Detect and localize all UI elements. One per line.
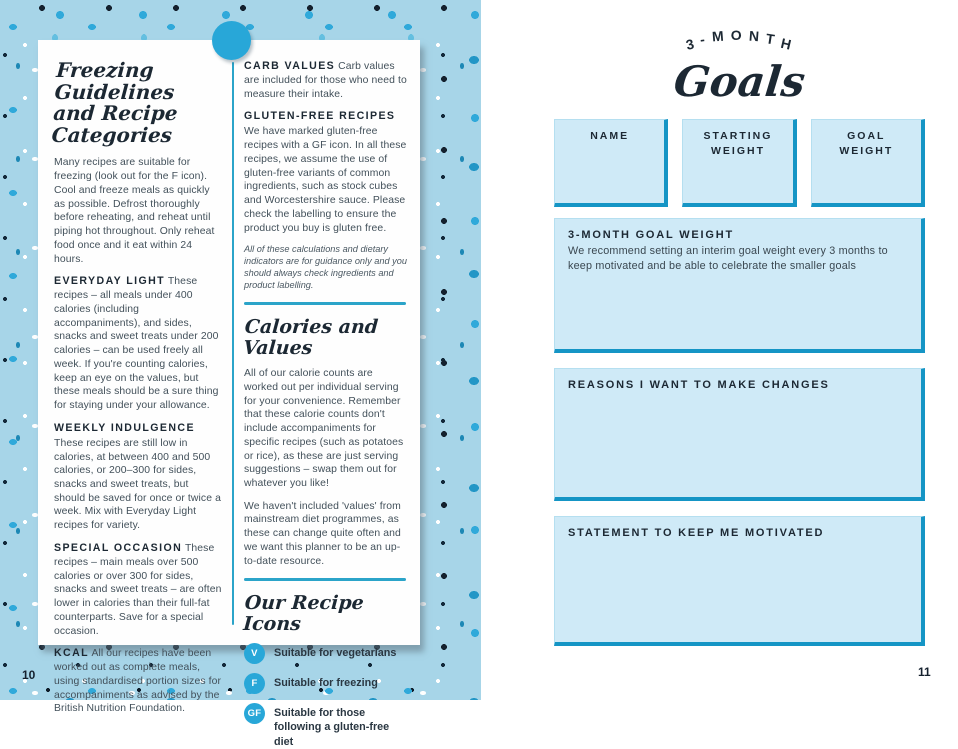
title-line-2: and Recipe Categories [50,101,179,147]
teal-divider-line-2 [244,578,406,581]
blue-dot-decoration [212,21,251,60]
section-gluten-free [244,110,408,235]
calories-paragraph-2: We haven't included 'values' from mainstream diet programmes, as these can change quite often and we want this planner to be an up-to-date resource. [244,500,401,567]
vegetarian-badge-icon: V [244,643,265,664]
reasons-box-label: REASONS I WANT TO MAKE CHANGES [568,379,830,391]
gluten-free-icon-label: Suitable for those following a gluten-free diet [274,707,390,748]
right-page [481,0,958,700]
weekly-indulgence-label: WEEKLY INDULGENCE [54,421,195,434]
vegetarian-icon-label: Suitable for vegetarians [274,647,397,660]
statement-box-label: STATEMENT TO KEEP ME MOTIVATED [568,527,825,539]
name-field-box [554,119,668,207]
teal-divider-line [244,302,406,305]
kcal-label: KCAL [54,647,90,660]
three-month-goal-weight-box [554,218,925,353]
goal-weight-field-box [811,119,925,207]
card-column-right [242,60,408,748]
special-occasion-text: These recipes – main meals over 500 calories or over 300 for sides, snacks and sweet treats – are often lower in calories than their full-fat counterparts. Save for a special occasion. [54,542,222,637]
gluten-free-text: We have marked gluten-free recipes with a GF icon. In all these recipes, we assume the use of gluten-free variants of common ingredients, such as stock cubes and Worcestershire sauce. Please check the labelling to ensure the product you buy is gluten free. [244,126,407,234]
our-recipe-icons-title: Our Recipe Icons [242,592,365,635]
weight-fields-row [554,119,925,207]
card-column-left [50,58,222,715]
section-everyday-light [54,275,222,413]
goal-weight-box-label: 3-MONTH GOAL WEIGHT [568,229,734,241]
recipe-icon-row-vegetarian [244,643,408,664]
statement-box [554,516,925,646]
recipe-icon-row-gluten-free [244,703,408,748]
goals-heading [554,27,925,106]
section-weekly-indulgence [54,422,222,533]
goals-script-text: Goals [671,57,808,106]
three-month-arched-text: 3 - M O N T H [683,27,796,54]
goal-weight-field-label: GOAL WEIGHT [839,130,894,158]
kcal-text: All our recipes have been worked out as complete meals, using standardised portion sizes for accompaniments as advised by the British Nutrition Foundation. [54,648,222,715]
starting-weight-field-box [682,119,796,207]
freezing-badge-icon: F [244,673,265,694]
carb-values-label: CARB VALUES [244,60,336,72]
special-occasion-label: SPECIAL OCCASION [54,541,183,554]
section-kcal [54,647,222,716]
recipe-icon-row-freezing [244,673,408,694]
everyday-light-label: EVERYDAY LIGHT [54,275,166,288]
section-carb-values [244,60,408,101]
page-number-11: 11 [918,665,931,679]
freezing-guidelines-title [51,60,225,146]
calories-paragraph-1: All of our calorie counts are worked out per individual serving for your convenience. Remember that these calorie counts don't include accompaniments for specific recipes (such as potatoes or rice), as these are just serving suggestions – swap them out for whatever you like! [244,368,404,489]
starting-weight-field-label: STARTING WEIGHT [703,130,773,158]
section-special-occasion [54,542,222,638]
reasons-box [554,368,925,501]
page-number-10: 10 [22,668,36,682]
goal-weight-box-text: We recommend setting an interim goal weight every 3 months to keep motivated and be able to celebrate the smaller goals [568,245,888,273]
title-line-1: Freezing Guidelines [53,58,176,104]
everyday-light-text: These recipes – all meals under 400 calories (including accompaniments), and sides, snacks and sweet treats under 200 calories – can be used freely all week. If you're counting calories, keep an eye on the values, but these meals should be a sure thing for staying under your allowance. [54,276,219,412]
guidance-disclaimer: All of these calculations and dietary indicators are for guidance only and you should always check ingredients and product labelling. [244,244,407,291]
gluten-free-label: GLUTEN-FREE RECIPES [244,110,396,123]
name-field-label: NAME [590,130,630,142]
info-card [38,40,420,748]
calories-and-values-title: Calories and Values [242,316,379,359]
weekly-indulgence-text: These recipes are still low in calories, at between 400 and 500 calories, or 200–300 for sides, snacks and sweet treats, but should be saved for once or twice a week. Mix with Everyday Light recipes for variety. [54,437,221,532]
freezing-intro-paragraph: Many recipes are suitable for freezing (look out for the F icon). Cool and freeze meals as quickly as possible. Defrost thoroughly before reheating, and reheat until piping hot throughout. Only reheat food once and it eat within 24 hours. [54,157,215,265]
gluten-free-badge-icon: GF [244,703,265,724]
column-divider-line [232,62,234,625]
freezing-icon-label: Suitable for freezing [274,677,378,690]
carb-values-text: Carb values are included for those who need to measure their intake. [244,61,407,100]
